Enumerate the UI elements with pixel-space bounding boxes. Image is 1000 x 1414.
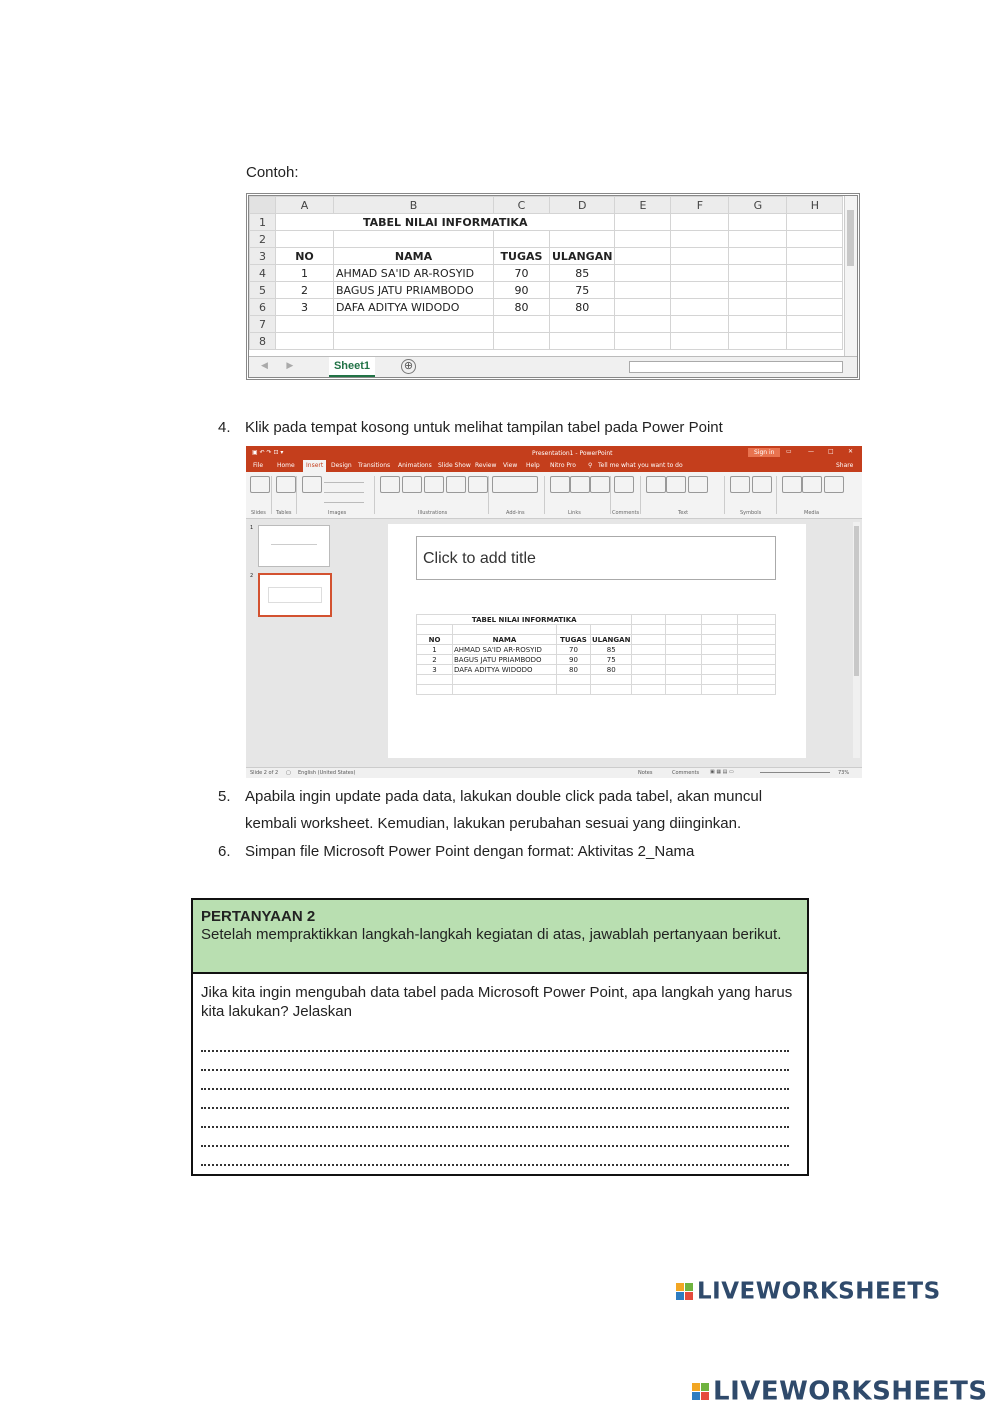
cell[interactable] <box>615 248 671 265</box>
cell-tugas[interactable]: 80 <box>494 299 550 316</box>
slide-thumbnail-1[interactable] <box>258 525 330 567</box>
link-icon[interactable] <box>570 476 590 493</box>
step-5-line-2: kembali worksheet. Kemudian, lakukan perubahan sesuai yang diinginkan. <box>245 815 742 832</box>
header-cell-tugas[interactable]: TUGAS <box>494 248 550 265</box>
answer-line[interactable] <box>201 1145 789 1147</box>
cell[interactable] <box>550 333 615 350</box>
question-body <box>193 974 807 1030</box>
share-button[interactable]: Share <box>836 462 854 469</box>
logo-text: LIVEWORKSHEETS <box>713 1376 988 1407</box>
cell-tugas: 90 <box>557 655 591 665</box>
cell[interactable] <box>671 282 729 299</box>
col-header[interactable]: G <box>729 197 787 214</box>
cell-ulangan[interactable]: 85 <box>550 265 615 282</box>
screen-recording-icon[interactable] <box>824 476 844 493</box>
cell[interactable] <box>615 299 671 316</box>
table-icon[interactable] <box>276 476 296 493</box>
search-icon: ⚲ <box>588 462 593 469</box>
example-label: Contoh: <box>246 164 299 181</box>
table-row <box>417 655 776 665</box>
col-header[interactable]: A <box>276 197 334 214</box>
answer-line[interactable] <box>201 1126 789 1128</box>
select-all-corner[interactable] <box>250 197 276 214</box>
row-number[interactable]: 1 <box>250 214 276 231</box>
group-label: Symbols <box>740 510 762 516</box>
row-number[interactable]: 2 <box>250 231 276 248</box>
pictures-icon[interactable] <box>302 476 322 493</box>
tab-view[interactable]: View <box>503 462 518 469</box>
row-number[interactable]: 7 <box>250 316 276 333</box>
cell-tugas[interactable]: 90 <box>494 282 550 299</box>
slide-thumbnail-2[interactable] <box>258 573 332 617</box>
cell-nama[interactable]: BAGUS JATU PRIAMBODO <box>334 282 494 299</box>
row-number[interactable]: 4 <box>250 265 276 282</box>
col-header[interactable]: D <box>550 197 615 214</box>
cell-ulangan: 75 <box>591 655 632 665</box>
group-label: Media <box>804 510 820 516</box>
group-label: Illustrations <box>418 510 448 516</box>
cell[interactable] <box>729 333 787 350</box>
cell[interactable] <box>494 333 550 350</box>
answer-line[interactable] <box>201 1050 789 1052</box>
col-header[interactable]: F <box>671 197 729 214</box>
tell-me-search[interactable]: Tell me what you want to do <box>598 462 683 469</box>
cell-ulangan: 85 <box>591 645 632 655</box>
chart-icon[interactable] <box>468 476 488 493</box>
3d-models-icon[interactable] <box>424 476 444 493</box>
cell[interactable] <box>276 316 334 333</box>
ppt-window-title: Presentation1 - PowerPoint <box>532 450 613 457</box>
cell[interactable] <box>671 265 729 282</box>
cell[interactable] <box>729 316 787 333</box>
group-label: Add-ins <box>506 510 525 516</box>
ppt-status-bar <box>246 767 862 778</box>
table-title-cell: TABEL NILAI INFORMATIKA <box>417 615 632 625</box>
tab-nitro-pro[interactable]: Nitro Pro <box>550 462 576 469</box>
cell[interactable] <box>615 316 671 333</box>
cell[interactable] <box>494 231 550 248</box>
tab-home[interactable]: Home <box>277 462 295 469</box>
col-header[interactable]: H <box>787 197 843 214</box>
group-label: Tables <box>276 510 292 516</box>
video-icon[interactable] <box>782 476 802 493</box>
group-label: Comments <box>612 510 640 516</box>
header-cell-no: NO <box>417 635 453 645</box>
cell[interactable] <box>787 265 843 282</box>
slide-thumbnail-pane <box>246 519 334 767</box>
logo-text: LIVEWORKSHEETS <box>697 1278 941 1305</box>
row-number[interactable]: 8 <box>250 333 276 350</box>
group-label: Text <box>678 510 689 516</box>
cell-no[interactable]: 1 <box>276 265 334 282</box>
text-box-icon[interactable] <box>646 476 666 493</box>
cell[interactable] <box>787 316 843 333</box>
cell-no[interactable]: 2 <box>276 282 334 299</box>
smartart-icon[interactable] <box>446 476 466 493</box>
question-prompt: Jika kita ingin mengubah data tabel pada Microsoft Power Point, apa langkah yang harus kita lakukan? Jelaskan <box>201 984 793 1020</box>
liveworksheets-logo <box>676 1278 941 1305</box>
sheet-nav-arrows-icon[interactable]: ◀ ▶ <box>261 360 302 370</box>
cell-ulangan: 80 <box>591 665 632 675</box>
question-title: PERTANYAAN 2 <box>201 908 316 925</box>
cell[interactable] <box>615 214 671 231</box>
cell-tugas: 70 <box>557 645 591 655</box>
cell[interactable] <box>729 231 787 248</box>
tab-transitions[interactable]: Transitions <box>358 462 391 469</box>
group-label: Images <box>328 510 347 516</box>
tab-review[interactable]: Review <box>475 462 497 469</box>
cell-ulangan[interactable]: 80 <box>550 299 615 316</box>
cell[interactable] <box>334 333 494 350</box>
cell[interactable] <box>671 248 729 265</box>
cell[interactable] <box>334 316 494 333</box>
cell[interactable] <box>671 299 729 316</box>
step-6-number: 6. <box>218 843 231 860</box>
cell[interactable] <box>615 265 671 282</box>
sign-in-button[interactable]: Sign in <box>748 448 780 457</box>
question-subtitle: Setelah mempraktikkan langkah-langkah kegiatan di atas, jawablah pertanyaan berikut. <box>201 926 782 943</box>
cell[interactable] <box>787 299 843 316</box>
slide-embedded-table[interactable] <box>416 614 776 695</box>
liveworksheets-mark-icon <box>676 1283 694 1301</box>
col-header[interactable]: C <box>494 197 550 214</box>
maximize-icon[interactable]: □ <box>828 448 834 455</box>
tab-animations[interactable]: Animations <box>398 462 432 469</box>
cell-tugas: 80 <box>557 665 591 675</box>
cell-tugas[interactable]: 70 <box>494 265 550 282</box>
cell[interactable] <box>671 333 729 350</box>
header-footer-icon[interactable] <box>666 476 686 493</box>
shapes-icon[interactable] <box>380 476 400 493</box>
tab-file[interactable]: File <box>253 462 264 469</box>
cell[interactable] <box>550 316 615 333</box>
cell[interactable] <box>729 214 787 231</box>
cell-nama[interactable]: DAFA ADITYA WIDODO <box>334 299 494 316</box>
liveworksheets-logo-footer <box>692 1376 988 1407</box>
cell[interactable] <box>671 316 729 333</box>
group-label: Slides <box>251 510 266 516</box>
cell[interactable] <box>550 231 615 248</box>
cell-no: 2 <box>417 655 453 665</box>
get-addins-icon[interactable] <box>492 476 538 493</box>
powerpoint-screenshot <box>246 446 862 778</box>
table-row <box>417 645 776 655</box>
new-slide-icon[interactable] <box>250 476 270 493</box>
add-sheet-icon[interactable]: ⊕ <box>401 359 416 374</box>
audio-icon[interactable] <box>802 476 822 493</box>
equation-icon[interactable] <box>730 476 750 493</box>
cell-nama: AHMAD SA'ID AR-ROSYID <box>453 645 557 655</box>
header-cell-tugas: TUGAS <box>557 635 591 645</box>
slide-vertical-scrollbar[interactable] <box>853 522 860 758</box>
table-title-cell[interactable]: TABEL NILAI INFORMATIKA <box>276 214 615 231</box>
horizontal-scrollbar[interactable] <box>629 361 843 373</box>
cell[interactable] <box>787 282 843 299</box>
cell[interactable] <box>276 231 334 248</box>
cell[interactable] <box>729 282 787 299</box>
slide-count-status: Slide 2 of 2 <box>250 770 279 776</box>
col-header[interactable]: E <box>615 197 671 214</box>
sheet-tab-bar <box>249 356 857 377</box>
cell[interactable] <box>787 248 843 265</box>
header-cell-ulangan: ULANGAN <box>592 635 631 644</box>
notes-button[interactable]: Notes <box>638 770 653 776</box>
comments-button[interactable]: Comments <box>672 770 700 776</box>
step-4-text: Klik pada tempat kosong untuk melihat tampilan tabel pada Power Point <box>245 419 723 436</box>
answer-line[interactable] <box>201 1069 789 1071</box>
answer-line[interactable] <box>201 1088 789 1090</box>
tab-insert[interactable]: Insert <box>303 460 326 472</box>
zoom-level[interactable]: 73% <box>838 770 850 776</box>
symbol-icon[interactable] <box>752 476 772 493</box>
ppt-title-bar <box>246 446 862 460</box>
quick-access-icon[interactable]: ▣ ↶ ↷ ⊡ ▾ <box>252 449 284 456</box>
cell[interactable] <box>276 333 334 350</box>
row-number[interactable]: 5 <box>250 282 276 299</box>
title-placeholder[interactable]: Click to add title <box>416 536 776 580</box>
cell[interactable] <box>615 282 671 299</box>
cell[interactable] <box>671 214 729 231</box>
ppt-tab-bar <box>246 460 862 472</box>
row-number[interactable]: 3 <box>250 248 276 265</box>
cell[interactable] <box>729 248 787 265</box>
cell[interactable] <box>334 231 494 248</box>
answer-line[interactable] <box>201 1107 789 1109</box>
header-cell-nama: NAMA <box>453 635 557 645</box>
cell[interactable] <box>787 333 843 350</box>
tab-help[interactable]: Help <box>526 462 540 469</box>
cell-no: 3 <box>417 665 453 675</box>
cell-no[interactable]: 3 <box>276 299 334 316</box>
vertical-scrollbar[interactable] <box>844 196 857 356</box>
group-label: Links <box>568 510 581 516</box>
slide-canvas[interactable] <box>388 524 806 758</box>
header-cell-ulangan[interactable]: ULANGAN <box>550 248 615 265</box>
sheet-tab-sheet1[interactable]: Sheet1 <box>329 357 375 377</box>
col-header[interactable]: B <box>334 197 494 214</box>
language-status[interactable]: English (United States) <box>298 770 356 776</box>
wordart-icon[interactable] <box>688 476 708 493</box>
slide-number: 2 <box>250 573 254 579</box>
cell[interactable] <box>494 316 550 333</box>
close-icon[interactable]: ✕ <box>848 448 854 455</box>
accessibility-icon[interactable]: ▢ <box>286 770 291 776</box>
zoom-icon[interactable] <box>550 476 570 493</box>
question-header <box>193 900 807 974</box>
cell[interactable] <box>787 214 843 231</box>
excel-grid <box>249 196 843 350</box>
header-cell-nama[interactable]: NAMA <box>334 248 494 265</box>
image-options-icon[interactable] <box>324 476 364 491</box>
slide-number: 1 <box>250 525 254 531</box>
liveworksheets-mark-icon <box>692 1383 710 1401</box>
scrollbar-thumb[interactable] <box>847 210 854 266</box>
table-row <box>250 265 843 282</box>
cell[interactable] <box>615 231 671 248</box>
step-5-number: 5. <box>218 788 231 805</box>
tab-design[interactable]: Design <box>331 462 352 469</box>
cell-nama: BAGUS JATU PRIAMBODO <box>453 655 557 665</box>
cell[interactable] <box>729 265 787 282</box>
cell-nama[interactable]: AHMAD SA'ID AR-ROSYID <box>334 265 494 282</box>
cell-no: 1 <box>417 645 453 655</box>
cell[interactable] <box>787 231 843 248</box>
question-box <box>191 898 809 1176</box>
ppt-ribbon <box>246 472 862 519</box>
step-5-line-1: Apabila ingin update pada data, lakukan double click pada tabel, akan muncul <box>245 788 763 805</box>
row-number[interactable]: 6 <box>250 299 276 316</box>
table-row <box>250 299 843 316</box>
cell[interactable] <box>671 231 729 248</box>
cell-nama: DAFA ADITYA WIDODO <box>453 665 557 675</box>
header-cell-no[interactable]: NO <box>276 248 334 265</box>
tab-slide-show[interactable]: Slide Show <box>438 462 471 469</box>
cell[interactable] <box>615 333 671 350</box>
table-row <box>417 665 776 675</box>
action-icon[interactable] <box>590 476 610 493</box>
excel-screenshot <box>246 193 860 380</box>
step-6-text: Simpan file Microsoft Power Point dengan format: Aktivitas 2_Nama <box>245 843 695 860</box>
cell-ulangan[interactable]: 75 <box>550 282 615 299</box>
view-buttons-icon[interactable]: ▣ ▦ ▤ ▭ <box>710 769 734 775</box>
comment-icon[interactable] <box>614 476 634 493</box>
icons-icon[interactable] <box>402 476 422 493</box>
zoom-slider[interactable] <box>760 772 830 773</box>
cell[interactable] <box>729 299 787 316</box>
scrollbar-thumb[interactable] <box>854 526 859 676</box>
answer-line[interactable] <box>201 1164 789 1166</box>
table-row <box>250 282 843 299</box>
minimize-icon[interactable]: — <box>808 448 814 455</box>
step-4-number: 4. <box>218 419 231 436</box>
ribbon-display-icon[interactable]: ▭ <box>786 448 792 455</box>
